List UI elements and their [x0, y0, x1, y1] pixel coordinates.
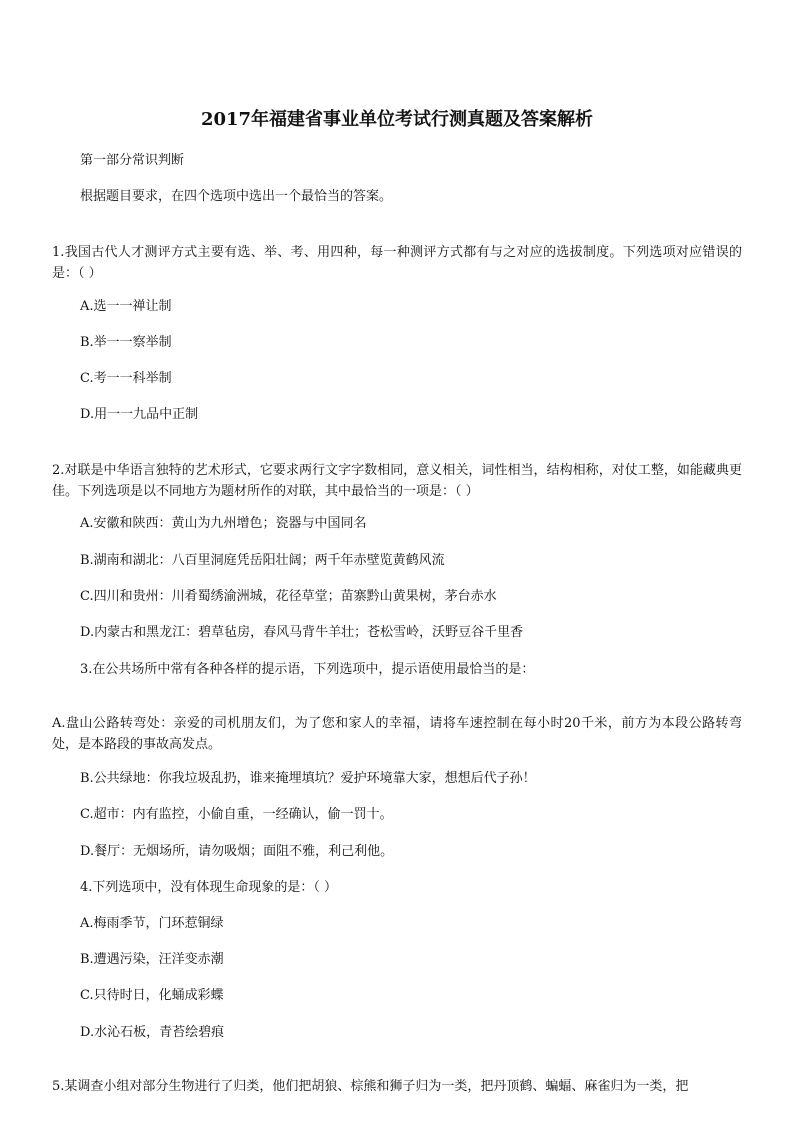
question-4-option-a: A.梅雨季节，门环惹铜绿 — [80, 916, 224, 931]
question-2-option-b: B.湖南和湖北：八百里洞庭凭岳阳壮阔；两千年赤壁览黄鹤风流 — [80, 553, 445, 568]
question-1-option-d: D.用一一九品中正制 — [80, 407, 199, 422]
question-2-option-c: C.四川和贵州：川肴蜀绣渝洲城，花径草堂；苗寨黔山黄果树，茅台赤水 — [80, 589, 497, 604]
question-2-option-a: A.安徽和陕西：黄山为九州增色；瓷器与中国同名 — [80, 516, 367, 531]
question-3-option-d: D.餐厅：无烟场所，请勿吸烟；面阻不雅，利己利他。 — [80, 844, 394, 859]
question-3-option-b: B.公共绿地：你我垃圾乱扔，谁来掩埋填坑？爱护环境靠大家，想想后代子孙！ — [80, 771, 536, 786]
question-1-option-c: C.考一一科举制 — [80, 371, 172, 386]
question-1-option-a: A.选一一禅让制 — [80, 299, 172, 314]
question-4-option-b: B.遭遇污染，汪洋变赤潮 — [80, 952, 224, 967]
question-1-option-b: B.举一一察举制 — [80, 335, 172, 350]
question-1-stem: 1.我国古代人才测评方式主要有选、举、考、用四种，每一种测评方式都有与之对应的选拔制度。下列选项对应错误的是：（ ） — [52, 245, 742, 281]
question-4-option-c: C.只待时日，化蛹成彩蝶 — [80, 988, 224, 1003]
section-heading: 第一部分常识判断 — [80, 153, 185, 168]
question-3-stem: 3.在公共场所中常有各种各样的提示语，下列选项中，提示语使用最恰当的是： — [80, 662, 535, 677]
question-2-option-d: D.内蒙古和黑龙江：碧草毡房，春风马背牛羊壮；苍松雪岭，沃野豆谷千里香 — [80, 625, 524, 640]
question-2-stem: 2.对联是中华语言独特的艺术形式，它要求两行文字字数相同，意义相关，词性相当，结构相称，对仗工整，如能藏典更佳。下列选项是以不同地方为题材所作的对联，其中最恰当的一项是：（ ） — [52, 463, 742, 499]
question-5-stem: 5.某调查小组对部分生物进行了归类，他们把胡狼、棕熊和狮子归为一类，把丹顶鹤、蝙蝠、麻雀归为一类，把 — [52, 1079, 689, 1094]
instructions: 根据题目要求，在四个选项中选出一个最恰当的答案。 — [80, 189, 393, 204]
question-3-option-a: A.盘山公路转弯处：亲爱的司机朋友们，为了您和家人的幸福，请将车速控制在每小时20千米，前方为本段公路转弯处，是本路段的事故高发点。 — [52, 716, 742, 752]
question-4-option-d: D.水沁石板，青苔绘碧痕 — [80, 1025, 225, 1040]
document-title: 2017年福建省事业单位考试行测真题及答案解析 — [200, 109, 594, 130]
question-4-stem: 4.下列选项中，没有体现生命现象的是：（ ） — [80, 880, 338, 895]
question-3-option-c: C.超市：内有监控，小偷自重，一经确认，偷一罚十。 — [80, 807, 393, 822]
